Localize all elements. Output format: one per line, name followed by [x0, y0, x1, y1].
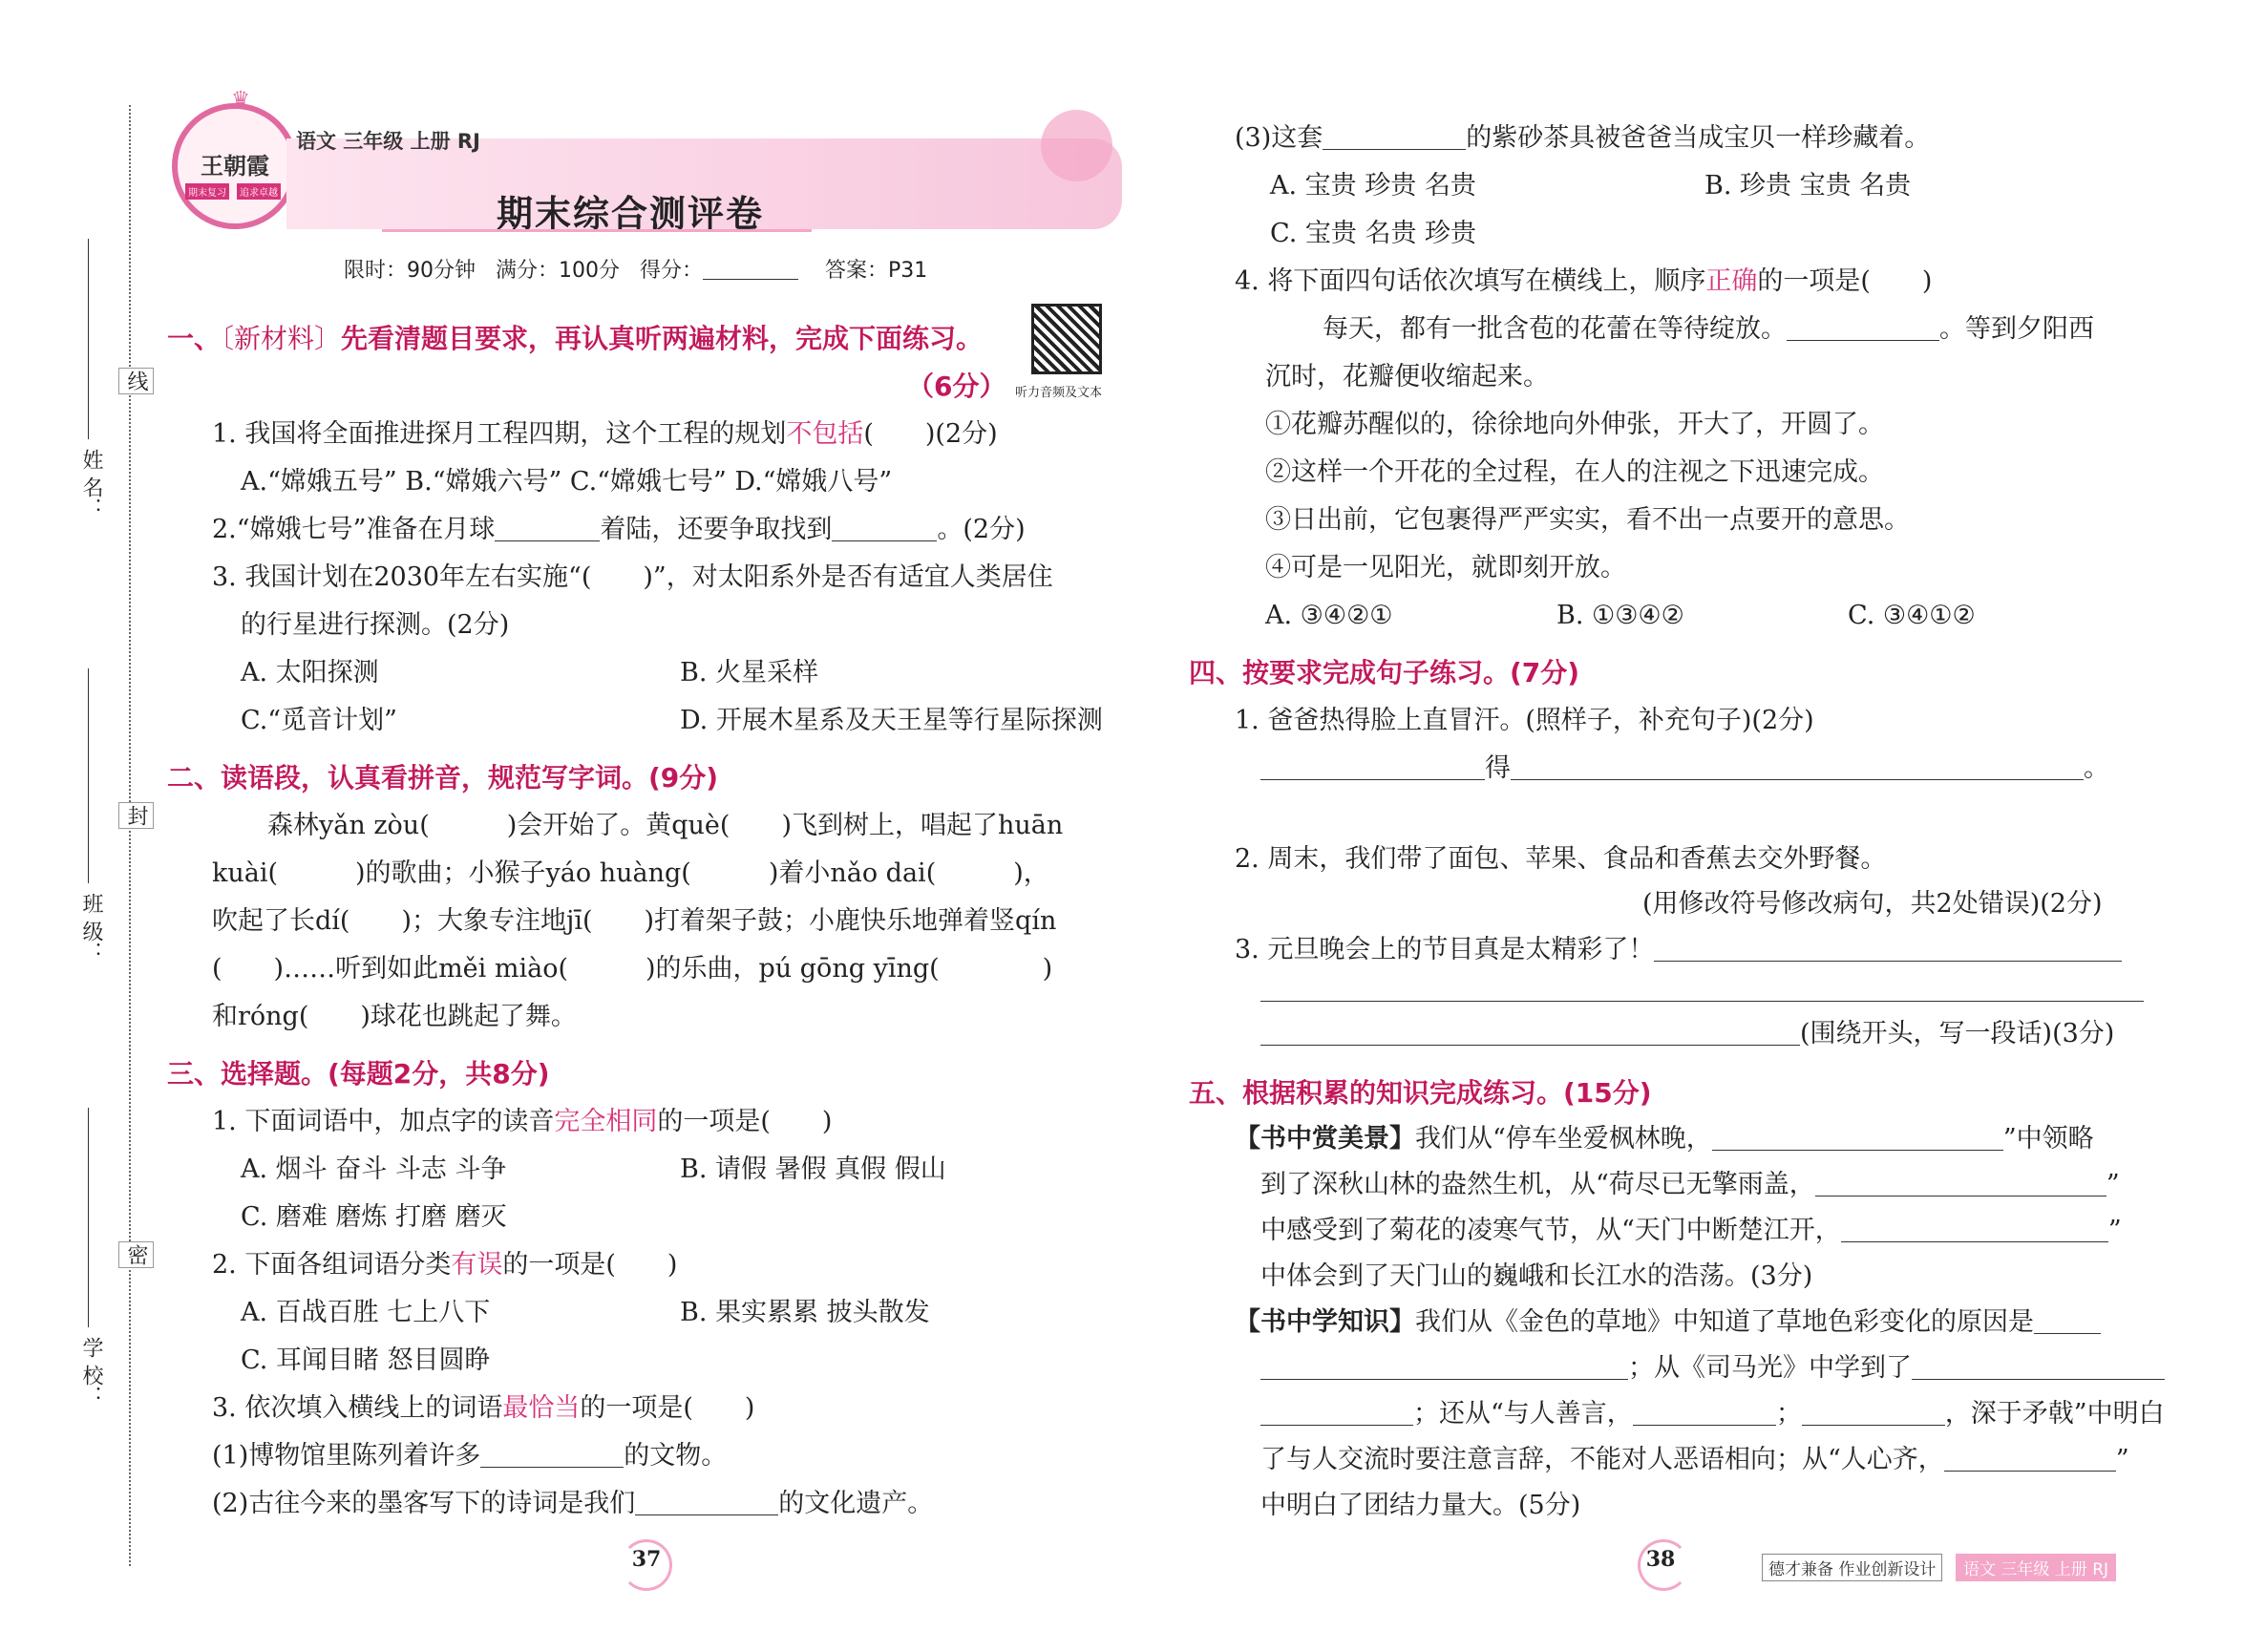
c1-answer-slot[interactable]: 的一项是( )	[657, 1107, 833, 1136]
c3-sentence-3	[1235, 115, 1930, 162]
p3-instruction	[1235, 926, 2122, 974]
c1-option-c[interactable]: C. 磨难 磨炼 打磨 磨灭	[241, 1202, 507, 1232]
cut-label-1: 线	[118, 368, 154, 394]
title-underline	[382, 229, 812, 232]
logo-text: 王朝霞	[201, 153, 269, 180]
k2-d: ；	[1775, 1399, 1802, 1429]
k2-c: ；还从“与人善言，	[1413, 1399, 1633, 1429]
s2-line-5[interactable]: 和róng( )球花也跳起了舞。	[212, 1002, 577, 1031]
q2	[212, 506, 1026, 554]
qr-code-icon[interactable]	[1031, 304, 1102, 374]
c3-option-a[interactable]: A. 宝贵 珍贵 名贵	[1270, 171, 1476, 201]
p3-stem: 3. 元旦晚会上的节目真是太精彩了！	[1235, 935, 1655, 964]
k2-line-2	[1260, 1345, 2165, 1392]
brand-logo	[172, 88, 298, 229]
q1-options[interactable]: A.“嫦娥五号” B.“嫦娥六号” C.“嫦娥七号” D.“嫦娥八号”	[241, 467, 893, 497]
k1-e: 中感受到了菊花的凌寒气节，从“天门中断楚江开，	[1260, 1216, 1841, 1245]
c4-stem: 4. 将下面四句话依次填写在横线上，顺序	[1235, 266, 1706, 296]
cut-label-3: 密	[118, 1241, 154, 1268]
k2-line-3	[1260, 1390, 2165, 1438]
name-field[interactable]	[88, 239, 89, 439]
header-meta: 语文 三年级 上册 RJ	[296, 130, 480, 153]
k1-b: ”中领略	[2002, 1124, 2094, 1154]
c3-2-blank[interactable]	[635, 1489, 778, 1515]
k2-line-5: 中明白了团结力量大。(5分)	[1260, 1491, 1581, 1520]
k2-tag: 【书中学知识】	[1235, 1307, 1415, 1337]
c3-2-b: 的文化遗产。	[778, 1489, 934, 1518]
q3-option-b[interactable]: B. 火星采样	[680, 658, 819, 688]
c4-blank[interactable]	[1787, 314, 1939, 341]
p1-blank-1[interactable]	[1260, 753, 1485, 780]
k1-blank-3[interactable]	[1841, 1216, 2108, 1242]
class-field[interactable]	[88, 668, 89, 883]
c3-answer-slot[interactable]: 的一项是( )	[580, 1393, 755, 1423]
k2-line-4	[1260, 1436, 2129, 1484]
sun-decoration-icon	[1041, 110, 1112, 181]
answer-ref: 答案：P31	[824, 259, 928, 283]
c4-p1-a: 每天，都有一批含苞的花蕾在等待绽放。	[1323, 314, 1787, 344]
c3-1-a: (1)博物馆里陈列着许多	[212, 1441, 481, 1471]
c3-sentence-1	[212, 1432, 727, 1480]
k1-line-4: 中体会到了天门山的巍峨和长江水的浩荡。(3分)	[1260, 1261, 1813, 1291]
class-label: 班 级：	[79, 893, 103, 963]
p2-instruction[interactable]: 2. 周末，我们带了面包、苹果、食品和香蕉去交外野餐。	[1235, 844, 1887, 874]
c3	[212, 1385, 754, 1432]
crown-icon: ♛	[231, 88, 250, 112]
k1-f: ”	[2107, 1216, 2122, 1245]
c4-p1-b: 。等到夕阳西	[1939, 314, 2094, 344]
q2-part-c: 。(2分)	[937, 515, 1026, 544]
c2-answer-slot[interactable]: 的一项是( )	[502, 1250, 678, 1280]
c1	[212, 1098, 832, 1146]
k2-f: 了与人交流时要注意言辞，不能对人恶语相向；从“人心齐，	[1260, 1445, 1944, 1474]
section-4-title: 四、按要求完成句子练习。(7分)	[1189, 657, 1580, 688]
section-1-points: （6分）	[907, 371, 1006, 402]
footer-meta: 语文 三年级 上册 RJ	[1956, 1554, 2116, 1581]
section-3-title: 三、选择题。(每题2分，共8分)	[167, 1058, 550, 1090]
k1-c: 到了深秋山林的盎然生机，从“荷尽已无擎雨盖，	[1260, 1170, 1815, 1199]
page-number-right: 38	[1645, 1547, 1676, 1572]
p3-last-line	[1260, 1010, 2114, 1058]
logo-sub-1: 期末复习	[185, 183, 229, 200]
c4-option-c[interactable]: C. ③④①②	[1848, 601, 1976, 630]
c3-1-b: 的文物。	[624, 1441, 728, 1471]
p3-blank-3[interactable]	[1260, 1019, 1800, 1046]
q1	[212, 411, 998, 458]
q3-option-a[interactable]: A. 太阳探测	[241, 658, 379, 688]
c4-sentence-4: ④可是一见阳光，就即刻开放。	[1265, 553, 1626, 582]
section-1-text: 先看清题目要求，再认真听两遍材料，完成下面练习。	[341, 323, 984, 354]
c4-emphasis: 正确	[1705, 266, 1758, 296]
c1-option-a[interactable]: A. 烟斗 奋斗 斗志 斗争	[241, 1154, 507, 1184]
q2-blank-1[interactable]	[495, 515, 600, 541]
c4	[1235, 258, 1932, 306]
c1-stem: 1. 下面词语中，加点字的读音	[212, 1107, 555, 1136]
p1-de: 得	[1485, 753, 1511, 783]
q3-option-c[interactable]: C.“觅音计划”	[241, 706, 397, 735]
q1-stem: 1. 我国将全面推进探月工程四期，这个工程的规划	[212, 419, 787, 449]
k2-a: 我们从《金色的草地》中知道了草地色彩变化的原因是	[1415, 1307, 2034, 1337]
section-2-title: 二、读语段，认真看拼音，规范写字词。(9分)	[167, 762, 719, 794]
c4-option-b[interactable]: B. ①③④②	[1556, 601, 1684, 630]
k1-line-2	[1260, 1161, 2120, 1209]
cut-label-2: 封	[118, 802, 154, 829]
c3-option-c[interactable]: C. 宝贵 名贵 珍贵	[1270, 219, 1477, 248]
p1-instruction: 1. 爸爸热得脸上直冒汗。(照样子，补充句子)(2分)	[1235, 706, 1814, 735]
p1-end: 。	[2084, 753, 2109, 783]
q2-part-b: 着陆，还要争取找到	[600, 515, 833, 544]
k2-blank-4[interactable]	[1260, 1399, 1413, 1426]
c3-3-b: 的紫砂茶具被爸爸当成宝贝一样珍藏着。	[1466, 123, 1931, 153]
s2-line-3[interactable]: 吹起了长dí( )；大象专注地jī( )打着架子鼓；小鹿快乐地弹着竖qín	[212, 906, 1057, 936]
q3-line-1: 3. 我国计划在2030年左右实施“( )”，对太阳系外是否有适宜人类居住	[212, 562, 1053, 592]
c2-option-a[interactable]: A. 百战百胜 七上八下	[241, 1298, 491, 1327]
c2-option-c[interactable]: C. 耳闻目睹 怒目圆睁	[241, 1345, 491, 1375]
logo-sub-2: 追求卓越	[237, 183, 281, 200]
k2-blank-6[interactable]	[1802, 1399, 1945, 1426]
k2-blank-2[interactable]	[1260, 1353, 1628, 1380]
q1-answer-slot[interactable]: ( )(2分)	[863, 419, 998, 449]
c3-3-blank[interactable]	[1323, 123, 1466, 150]
footer-brand: 德才兼备 作业创新设计	[1762, 1554, 1942, 1581]
exam-info	[344, 254, 927, 284]
section-1-tag: 〔新材料〕	[221, 323, 342, 354]
c3-option-b[interactable]: B. 珍贵 宝贵 名贵	[1704, 171, 1912, 201]
c4-option-a[interactable]: A. ③④②①	[1265, 601, 1393, 630]
k2-blank-5[interactable]	[1633, 1399, 1776, 1426]
c4-answer-slot[interactable]: 的一项是( )	[1757, 266, 1933, 296]
p2-note: (用修改符号修改病句，共2处错误)(2分)	[1642, 889, 2103, 919]
c3-2-a: (2)古往今来的墨客写下的诗词是我们	[212, 1489, 636, 1518]
c1-emphasis: 完全相同	[554, 1107, 658, 1136]
k2-line-1	[1235, 1299, 2101, 1346]
p3-note: (围绕开头，写一段话)(3分)	[1800, 1019, 2115, 1048]
k2-blank-3[interactable]	[1912, 1353, 2165, 1380]
section-5-title: 五、根据积累的知识完成练习。(15分)	[1189, 1077, 1652, 1109]
c3-stem: 3. 依次填入横线上的词语	[212, 1393, 503, 1423]
section-1-title: 一、〔新材料〕先看清题目要求，再认真听两遍材料，完成下面练习。	[167, 323, 984, 354]
q3-option-d[interactable]: D. 开展木星系及天王星等行星际探测	[680, 706, 1103, 735]
k1-blank-2[interactable]	[1815, 1170, 2106, 1197]
p1-blank-2[interactable]	[1511, 753, 2084, 780]
c4-passage-2: 沉时，花瓣便收缩起来。	[1265, 362, 1549, 392]
c1-option-b[interactable]: B. 请假 暑假 真假 假山	[680, 1154, 946, 1184]
k2-g: ”	[2115, 1445, 2129, 1474]
k1-blank-1[interactable]	[1712, 1124, 2003, 1151]
score-field[interactable]	[703, 258, 798, 280]
c3-sentence-2	[212, 1480, 933, 1528]
s2-line-4[interactable]: ( )……听到如此měi miào( )的乐曲，pú gōng yīng( )	[212, 954, 1053, 984]
name-label: 姓 名：	[79, 449, 103, 519]
page-number-left: 37	[631, 1547, 662, 1572]
c2	[212, 1241, 677, 1289]
p1-answer	[1260, 745, 2109, 793]
k1-a: 我们从“停车坐爱枫林晚，	[1415, 1124, 1712, 1154]
full-score: 满分：100分	[495, 259, 620, 283]
c2-emphasis: 有误	[451, 1250, 503, 1280]
c3-3-a: (3)这套	[1235, 123, 1323, 153]
school-label: 学 校：	[79, 1337, 103, 1407]
c4-passage-1	[1323, 306, 2094, 353]
page-title: 期末综合测评卷	[497, 193, 765, 235]
p3-blank-2[interactable]	[1260, 1001, 2144, 1002]
c4-sentence-1: ①花瓣苏醒似的，徐徐地向外伸张，开大了，开圆了。	[1265, 410, 1884, 439]
c2-option-b[interactable]: B. 果实累累 披头散发	[680, 1298, 930, 1327]
k2-blank-7[interactable]	[1944, 1445, 2116, 1472]
c2-stem: 2. 下面各组词语分类	[212, 1250, 452, 1280]
q2-blank-2[interactable]	[832, 515, 937, 541]
school-field[interactable]	[88, 1108, 89, 1327]
s2-line-2[interactable]: kuài( )的歌曲；小猴子yáo huàng( )着小nǎo dai( )，	[212, 858, 1049, 888]
s2-line-1[interactable]: 森林yǎn zòu( )会开始了。黄què( )飞到树上，唱起了huān	[267, 811, 1064, 840]
k1-tag: 【书中赏美景】	[1235, 1124, 1415, 1154]
k1-line-3	[1260, 1207, 2122, 1255]
k2-e: ，深于矛戟”中明白	[1944, 1399, 2165, 1429]
k1-line-1	[1235, 1115, 2094, 1163]
q3-line-2: 的行星进行探测。(2分)	[241, 610, 510, 640]
score-label: 得分：	[639, 259, 703, 283]
q1-emphasis: 不包括	[786, 419, 864, 449]
k1-d: ”	[2106, 1170, 2120, 1199]
cut-line	[129, 105, 131, 1566]
q2-part-a: 2.“嫦娥七号”准备在月球	[212, 515, 496, 544]
time-limit: 限时：90分钟	[344, 259, 476, 283]
k2-blank-1[interactable]	[2034, 1307, 2101, 1334]
qr-caption: 听力音频及文本	[1015, 386, 1103, 400]
p3-blank-1[interactable]	[1654, 935, 2122, 962]
c3-1-blank[interactable]	[480, 1441, 624, 1468]
c3-emphasis: 最恰当	[502, 1393, 581, 1423]
c4-sentence-3: ③日出前，它包裹得严严实实，看不出一点要开的意思。	[1265, 505, 1910, 535]
c4-sentence-2: ②这样一个开花的全过程，在人的注视之下迅速完成。	[1265, 457, 1884, 487]
k2-b: ；从《司马光》中学到了	[1628, 1353, 1912, 1383]
